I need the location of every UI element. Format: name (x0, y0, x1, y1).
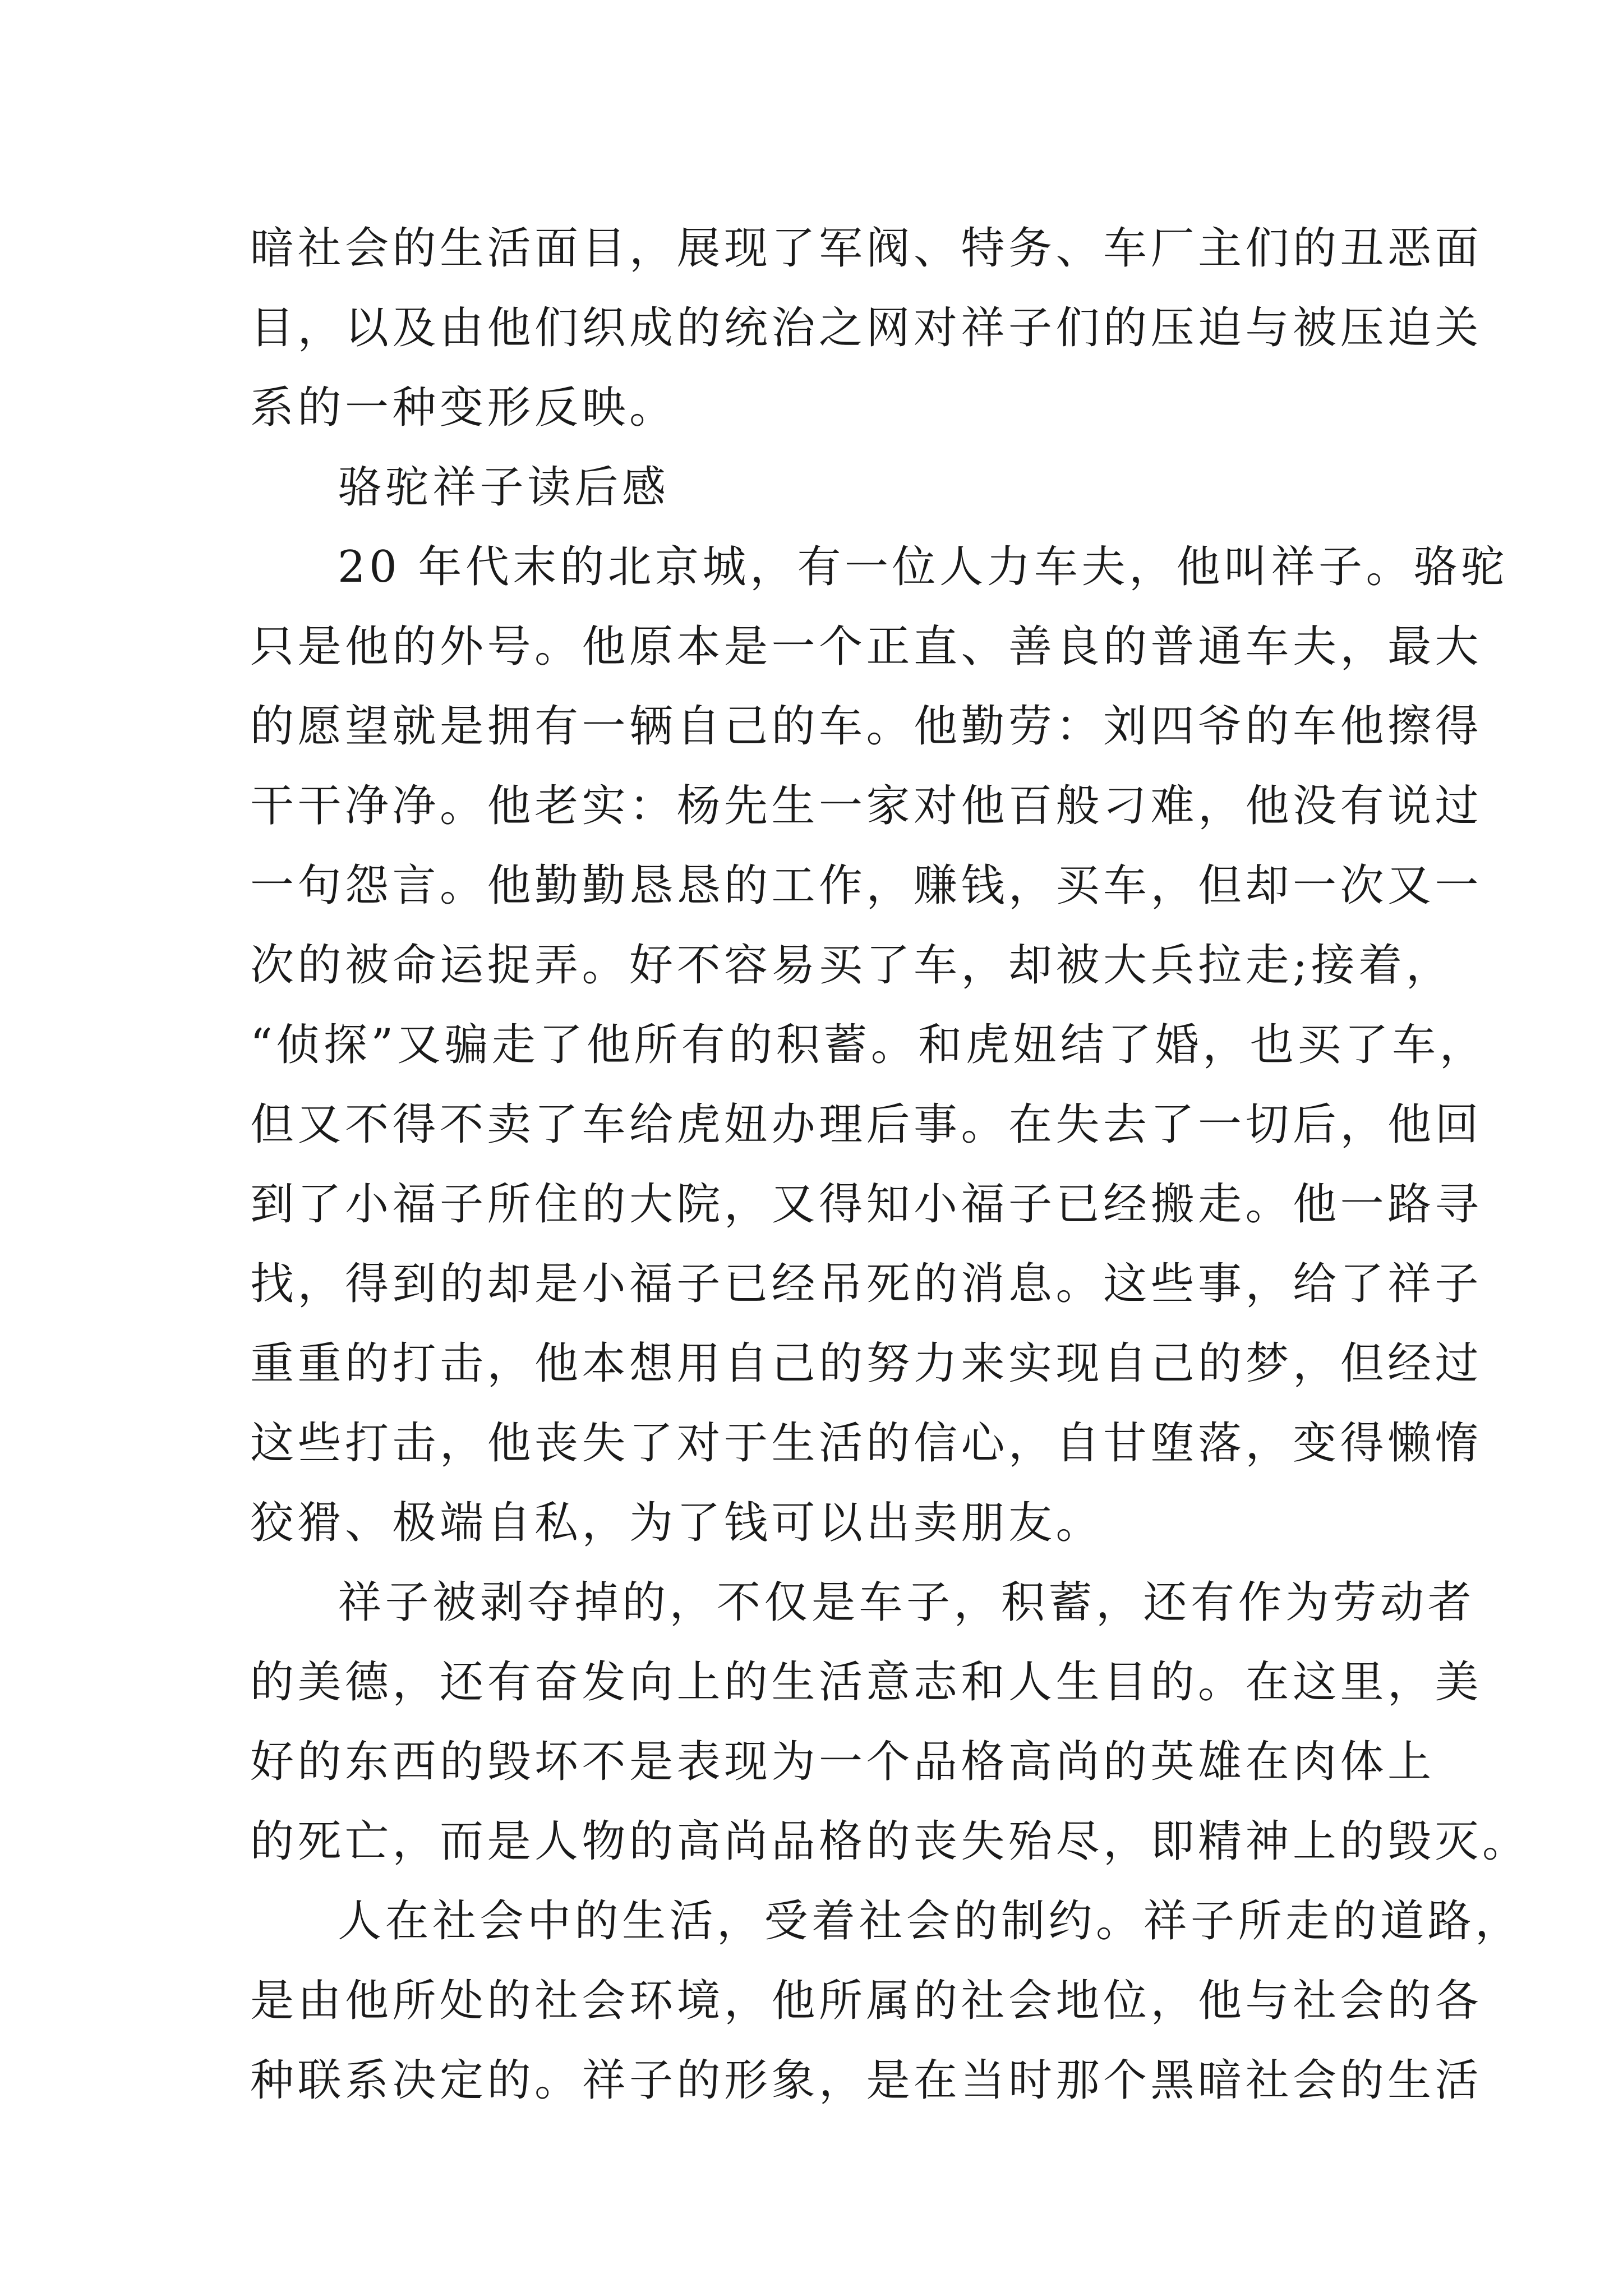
text-line: 暗社会的生活面目，展现了军阀、特务、车厂主们的丑恶面 (250, 223, 1483, 274)
text-line: 这些打击，他丧失了对于生活的信心，自甘堕落，变得懒惰 (250, 1418, 1483, 1469)
text-line: 系的一种变形反映。 (250, 383, 677, 433)
text-line: 是由他所处的社会环境，他所属的社会地位，他与社会的各 (250, 1976, 1483, 2026)
text-line: 祥子被剥夺掉的，不仅是车子，积蓄，还有作为劳动者 (338, 1577, 1476, 1628)
text-line: 的愿望就是拥有一辆自己的车。他勤劳：刘四爷的车他擦得 (250, 701, 1483, 752)
text-line: 种联系决定的。祥子的形象，是在当时那个黑暗社会的生活 (250, 2055, 1483, 2106)
text-line: 狡猾、极端自私，为了钱可以出卖朋友。 (250, 1498, 1104, 1548)
text-line: 重重的打击，他本想用自己的努力来实现自己的梦，但经过 (250, 1338, 1483, 1389)
text-line: 一句怨言。他勤勤恳恳的工作，赚钱，买车，但却一次又一 (250, 861, 1483, 911)
document-body (250, 209, 1530, 2120)
text-line: 目，以及由他们织成的统治之网对祥子们的压迫与被压迫关 (250, 303, 1483, 353)
text-line: 只是他的外号。他原本是一个正直、善良的普通车夫，最大 (250, 622, 1483, 672)
text-line: 好的东西的毁坏不是表现为一个品格高尚的英雄在肉体上 (250, 1737, 1435, 1787)
text-line: 人在社会中的生活，受着社会的制约。祥子所走的道路， (338, 1896, 1523, 1947)
text-line: “侦探”又骗走了他所有的积蓄。和虎妞结了婚，也买了车， (250, 1020, 1487, 1070)
text-line: 到了小福子所住的大院，又得知小福子已经搬走。他一路寻 (250, 1179, 1483, 1230)
text-line: 找，得到的却是小福子已经吊死的消息。这些事，给了祥子 (250, 1259, 1483, 1309)
text-line: 次的被命运捉弄。好不容易买了车，却被大兵拉走;接着， (250, 940, 1454, 991)
text-line: 的死亡，而是人物的高尚品格的丧失殆尽，即精神上的毁灭。 (250, 1816, 1530, 1867)
section-heading: 骆驼祥子读后感 (338, 462, 670, 513)
text-line: 的美德，还有奋发向上的生活意志和人生目的。在这里，美 (250, 1657, 1483, 1708)
text-line: 但又不得不卖了车给虎妞办理后事。在失去了一切后，他回 (250, 1099, 1483, 1150)
text-line: 干干净净。他老实：杨先生一家对他百般刁难，他没有说过 (250, 781, 1483, 831)
text-line: 20 年代末的北京城，有一位人力车夫，他叫祥子。骆驼 (338, 542, 1509, 592)
